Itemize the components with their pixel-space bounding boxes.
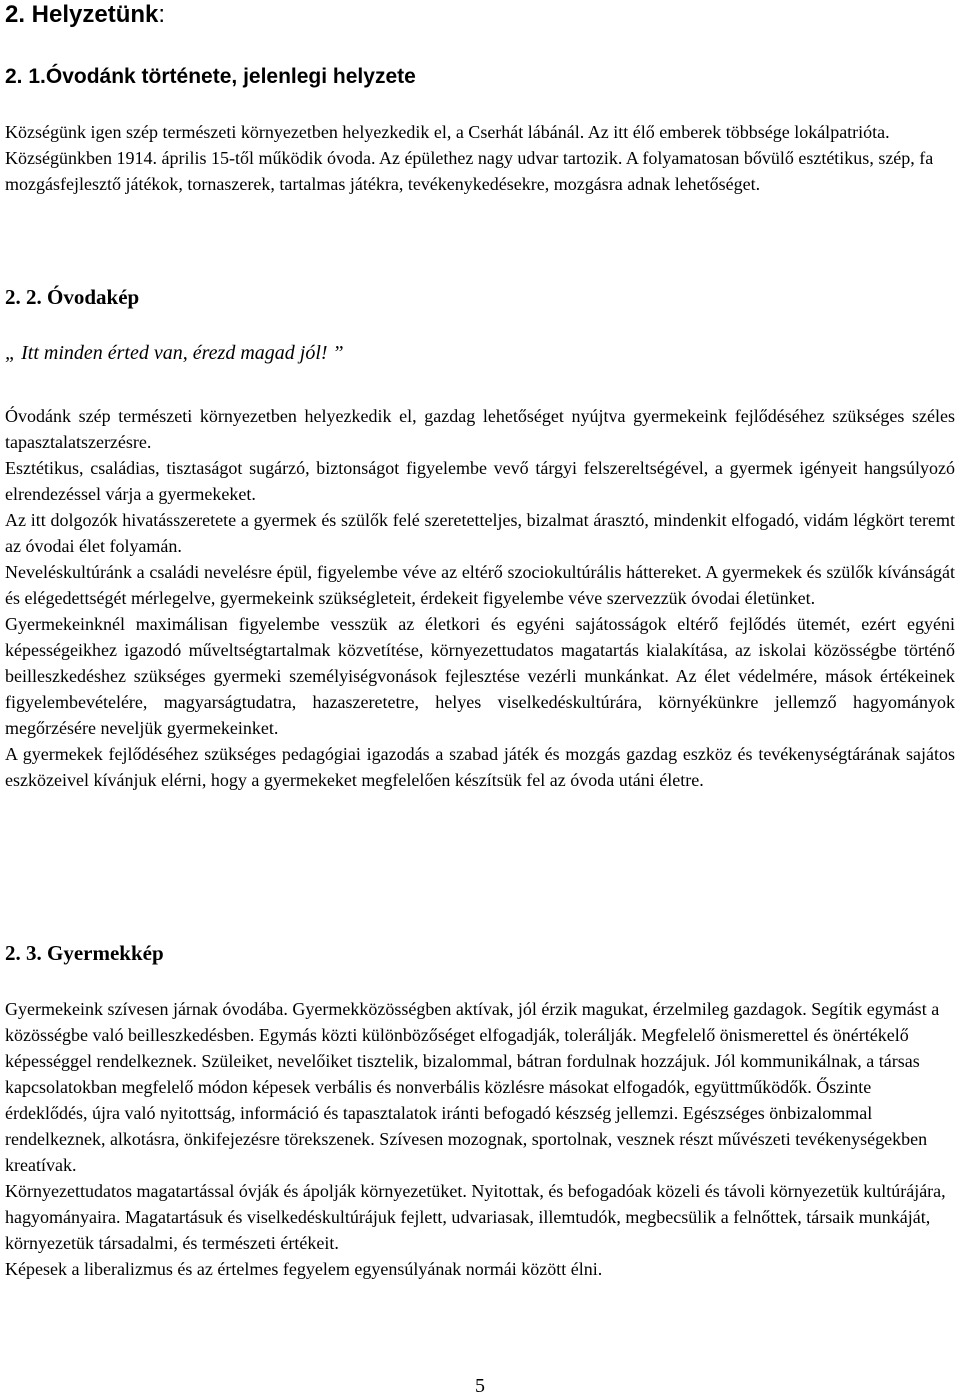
image-paragraph: Esztétikus, családias, tisztaságot sugárzó, biztonságot figyelembe vevő tárgyi felszereltségével, a gyermek igényeit hangsúlyozó elrendezéssel várja a gyermekeket. (5, 458, 955, 504)
image-paragraph: A gyermekek fejlődéséhez szükséges pedagógiai igazodás a szabad játék és mozgás gazdag eszköz és tevékenységtárának sajátos eszközeivel kívánjuk elérni, hogy a gyermekeket megfelelően készítsük fel az óvoda utáni életre. (5, 744, 955, 790)
history-paragraph: Községünkben 1914. április 15-től működik óvoda. Az épülethez nagy udvar tartozik. A folyamatosan bővülő esztétikus, szép, fa mozgásfejlesztő játékok, tornaszerek, tartalmas játékra, tevékenykedésekre, mozgásra adnak lehetőséget. (5, 148, 934, 194)
motto: „ Itt minden érted van, érezd magad jól! ” (5, 342, 344, 364)
image-paragraph: Gyermekeinknél maximálisan figyelembe vesszük az életkori és egyéni sajátosságok eltérő fejlődés ütemét, ezért egyéni képességeikhez igazodó műveltségtartalmak közvetítése, környezettudatos magatartás kialakítása, az iskolai közösségbe történő beilleszkedéshez szükséges gyermeki személyiségvonások fejlesztése vezérli munkánkat. Az élet védelmére, mások értékeinek figyelembevételére, magyarságtudatra, hazaszeretetre, helyes viselkedéskultúrára, környékünkre jellemző hagyományok megőrzésére neveljük gyermekeinket. (5, 614, 955, 738)
history-paragraph: Községünk igen szép természeti környezetben helyezkedik el, a Cserhát lábánál. Az itt élő emberek többsége lokálpatrióta. (5, 122, 890, 142)
child-paragraph: Környezettudatos magatartással óvják és ápolják környezetüket. Nyitottak, és befogadóak közeli és távoli környezetük kultúrájára, hagyományaira. Magatartásuk és viselkedéskultúrájuk fejlett, udvariasak, illemtudók, megbecsülik a felnőttek, társaik munkáját, környezetük társadalmi, és természeti értékeit. (5, 1181, 946, 1253)
page-number: 5 (475, 1375, 485, 1397)
history-heading: 2. 1.Óvodánk története, jelenlegi helyzete (5, 65, 416, 88)
child-heading: 2. 3. Gyermekkép (5, 941, 164, 965)
child-text (5, 996, 955, 1282)
image-paragraph: Az itt dolgozók hivatásszeretete a gyermek és szülők felé szeretetteljes, bizalmat árasztó, mindenkit elfogadó, vidám légkört teremt az óvodai élet folyamán. (5, 510, 955, 556)
child-paragraph: Képesek a liberalizmus és az értelmes fegyelem egyensúlyának normái között élni. (5, 1259, 603, 1279)
section-title: 2. Helyzetünk: (5, 1, 166, 28)
image-heading: 2. 2. Óvodakép (5, 285, 140, 309)
image-text (5, 403, 955, 793)
history-text (5, 119, 955, 197)
child-paragraph: Gyermekeink szívesen járnak óvodába. Gyermekközösségben aktívak, jól érzik magukat, érzelmileg gazdagok. Segítik egymást a közösségbe való beilleszkedésben. Egymás közti különbözőséget elfogadják, tolerálják. Megfelelő önismerettel és önértékelő képességgel rendelkeznek. Szüleiket, nevelőiket tisztelik, bizalommal, bátran fordulnak hozzájuk. Jól kommunikálnak, a társas kapcsolatokban megfelelő módon képesek verbális és nonverbális közlésre másokat elfogadók, együttműködők. Őszinte érdeklődés, újra való nyitottság, információ és tapasztalatok iránti befogadó készség jellemzi. Egészséges önbizalommal rendelkeznek, alkotásra, önkifejezésre törekszenek. Szívesen mozognak, sportolnak, vesznek részt művészeti tevékenységekben kreatívak. (5, 999, 940, 1175)
image-paragraph: Neveléskultúránk a családi nevelésre épül, figyelembe véve az eltérő szociokultúrális háttereket. A gyermekek és szülők kívánságát és elégedettségét mérlegelve, gyermekeink szükségleteit, érdekeit figyelembe véve szervezzük óvodai életünket. (5, 562, 955, 608)
image-paragraph: Óvodánk szép természeti környezetben helyezkedik el, gazdag lehetőséget nyújtva gyermekeink fejlődéséhez szükséges széles tapasztalatszerzésre. (5, 406, 955, 452)
